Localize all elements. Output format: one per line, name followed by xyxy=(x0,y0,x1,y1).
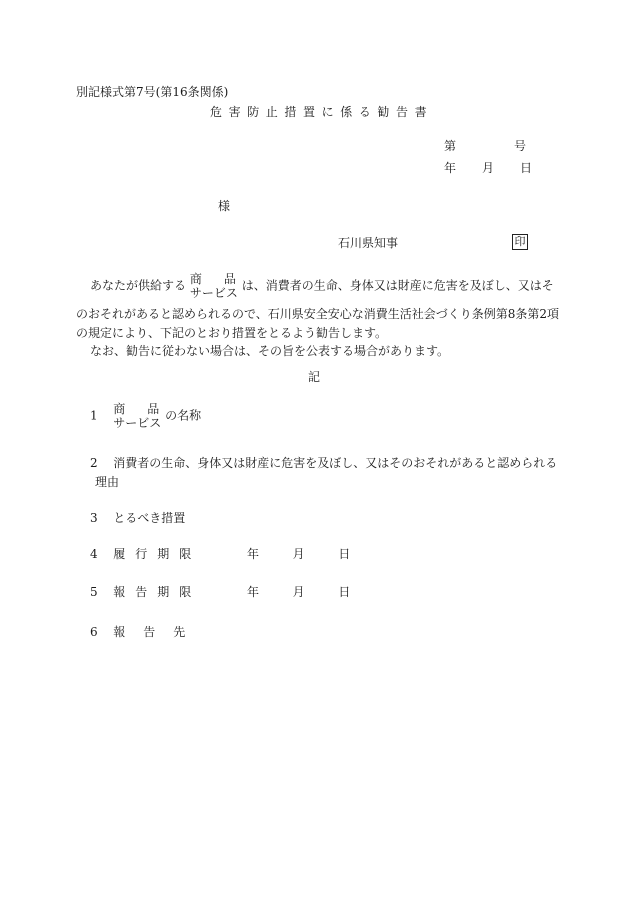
ki-heading: 記 xyxy=(308,370,321,384)
item-5-month: 月 xyxy=(292,585,305,599)
item-4 xyxy=(90,548,350,560)
number-suffix: 号 xyxy=(514,139,527,153)
item-2-text: 消費者の生命、身体又は財産に危害を及ぼし、又はそのおそれがあると認められる xyxy=(113,456,558,470)
addressee-suffix: 様 xyxy=(218,199,231,213)
item-1-goods-right: 品 xyxy=(147,402,160,416)
item-4-text: 履行期限 xyxy=(113,547,202,561)
paragraph-1-line-1 xyxy=(90,272,554,300)
issue-date xyxy=(444,162,532,174)
item-1-number: 1 xyxy=(90,408,98,423)
form-header: 別記様式第7号(第16条関係) xyxy=(76,85,229,99)
paragraph-2: なお、勧告に従わない場合は、その旨を公表する場合があります。 xyxy=(90,344,450,358)
item-1 xyxy=(90,402,201,430)
item-6 xyxy=(90,626,203,638)
date-year: 年 xyxy=(444,161,457,175)
goods-label-right: 品 xyxy=(223,272,236,286)
item-2 xyxy=(90,457,557,469)
item-1-goods-left: 商 xyxy=(113,402,126,416)
issuer-name: 石川県知事 xyxy=(338,236,399,250)
item-5-text: 報告期限 xyxy=(113,585,202,599)
p1-tail: は、消費者の生命、身体又は財産に危害を及ぼし、又はそ xyxy=(241,278,554,293)
item-6-number: 6 xyxy=(90,625,98,639)
item-5-day: 日 xyxy=(338,585,351,599)
item-1-goods-services-stack xyxy=(113,402,161,430)
goods-services-stack xyxy=(190,272,238,300)
date-month: 月 xyxy=(482,161,495,175)
item-6-text: 報告先 xyxy=(113,625,204,639)
item-5-year: 年 xyxy=(246,585,259,599)
p1-lead: あなたが供給する xyxy=(90,278,187,293)
paragraph-1-line-2: のおそれがあると認められるので、石川県安全安心な消費生活社会づくり条例第8条第2項 xyxy=(76,307,560,321)
item-1-suffix: の名称 xyxy=(165,408,202,423)
item-4-month: 月 xyxy=(292,547,305,561)
item-5-number: 5 xyxy=(90,585,98,599)
paragraph-1-line-3: の規定により、下記のとおり措置をとるよう勧告します。 xyxy=(76,326,388,340)
item-4-number: 4 xyxy=(90,547,98,561)
seal-stamp: 印 xyxy=(512,234,528,250)
item-2-number: 2 xyxy=(90,456,98,470)
goods-label-left: 商 xyxy=(189,272,202,286)
date-day: 日 xyxy=(520,161,533,175)
item-1-services: サービス xyxy=(113,416,162,430)
services-label: サービス xyxy=(189,286,238,300)
item-4-day: 日 xyxy=(338,547,351,561)
number-prefix: 第 xyxy=(444,139,457,153)
item-3-text: とるべき措置 xyxy=(113,511,186,525)
item-4-year: 年 xyxy=(246,547,259,561)
item-2-continuation: 理由 xyxy=(95,475,120,489)
item-3-number: 3 xyxy=(90,511,98,525)
document-title: 危害防止措置に係る勧告書 xyxy=(210,105,434,119)
item-5 xyxy=(90,586,350,598)
item-3 xyxy=(90,512,185,524)
